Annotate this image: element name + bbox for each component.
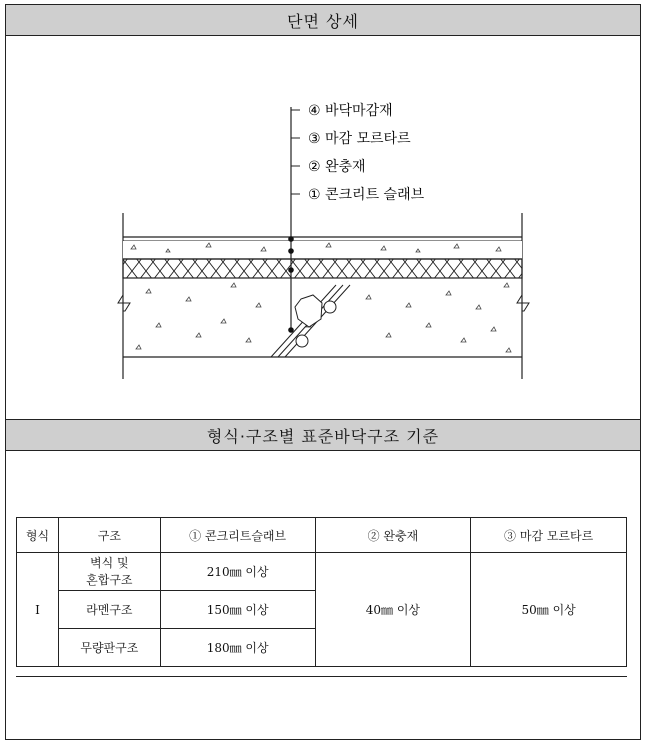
label-cushion: ② 완충재 — [308, 159, 366, 175]
section-standard-header — [6, 419, 640, 451]
table-row — [17, 553, 627, 591]
header-cushion: ② 완충재 — [315, 518, 471, 553]
table-bottom-rule — [16, 676, 627, 677]
header-mortar: ③ 마감 모르타르 — [471, 518, 627, 553]
structure-cell: 무량판구조 — [58, 629, 160, 667]
structure-line1: 벽식 및 — [90, 555, 129, 570]
slab-cell: 210㎜ 이상 — [160, 553, 315, 591]
document-frame — [5, 4, 641, 740]
leader-dot-slab — [288, 327, 294, 333]
table-header-row — [17, 518, 627, 553]
structure-line2: 혼합구조 — [86, 572, 133, 587]
mortar-layer — [123, 241, 522, 259]
aggregate-stone — [295, 295, 322, 327]
standard-floor-table — [16, 517, 627, 667]
cushion-layer — [123, 259, 522, 278]
leader-dot-cushion — [288, 267, 294, 273]
mortar-cell: 50㎜ 이상 — [471, 553, 627, 667]
header-slab: ① 콘크리트슬래브 — [160, 518, 315, 553]
slab-cell: 150㎜ 이상 — [160, 591, 315, 629]
structure-cell: 라멘구조 — [58, 591, 160, 629]
section-detail-title: 단면 상세 — [287, 11, 359, 31]
label-concrete-slab: ① 콘크리트 슬래브 — [308, 187, 425, 203]
section-detail-header — [6, 5, 640, 36]
label-floor-finish: ④ 바닥마감재 — [308, 103, 393, 119]
leader-dot-mortar — [288, 248, 294, 254]
header-structure: 구조 — [58, 518, 160, 553]
section-standard-title: 형식·구조별 표준바닥구조 기준 — [206, 426, 440, 446]
leader-dot-finish — [288, 236, 294, 242]
cushion-cell: 40㎜ 이상 — [315, 553, 471, 667]
structure-cell — [58, 553, 160, 591]
slab-cell: 180㎜ 이상 — [160, 629, 315, 667]
type-cell: I — [17, 553, 59, 667]
label-finish-mortar: ③ 마감 모르타르 — [308, 131, 411, 147]
header-type: 형식 — [17, 518, 59, 553]
floor-section-diagram — [6, 37, 640, 417]
